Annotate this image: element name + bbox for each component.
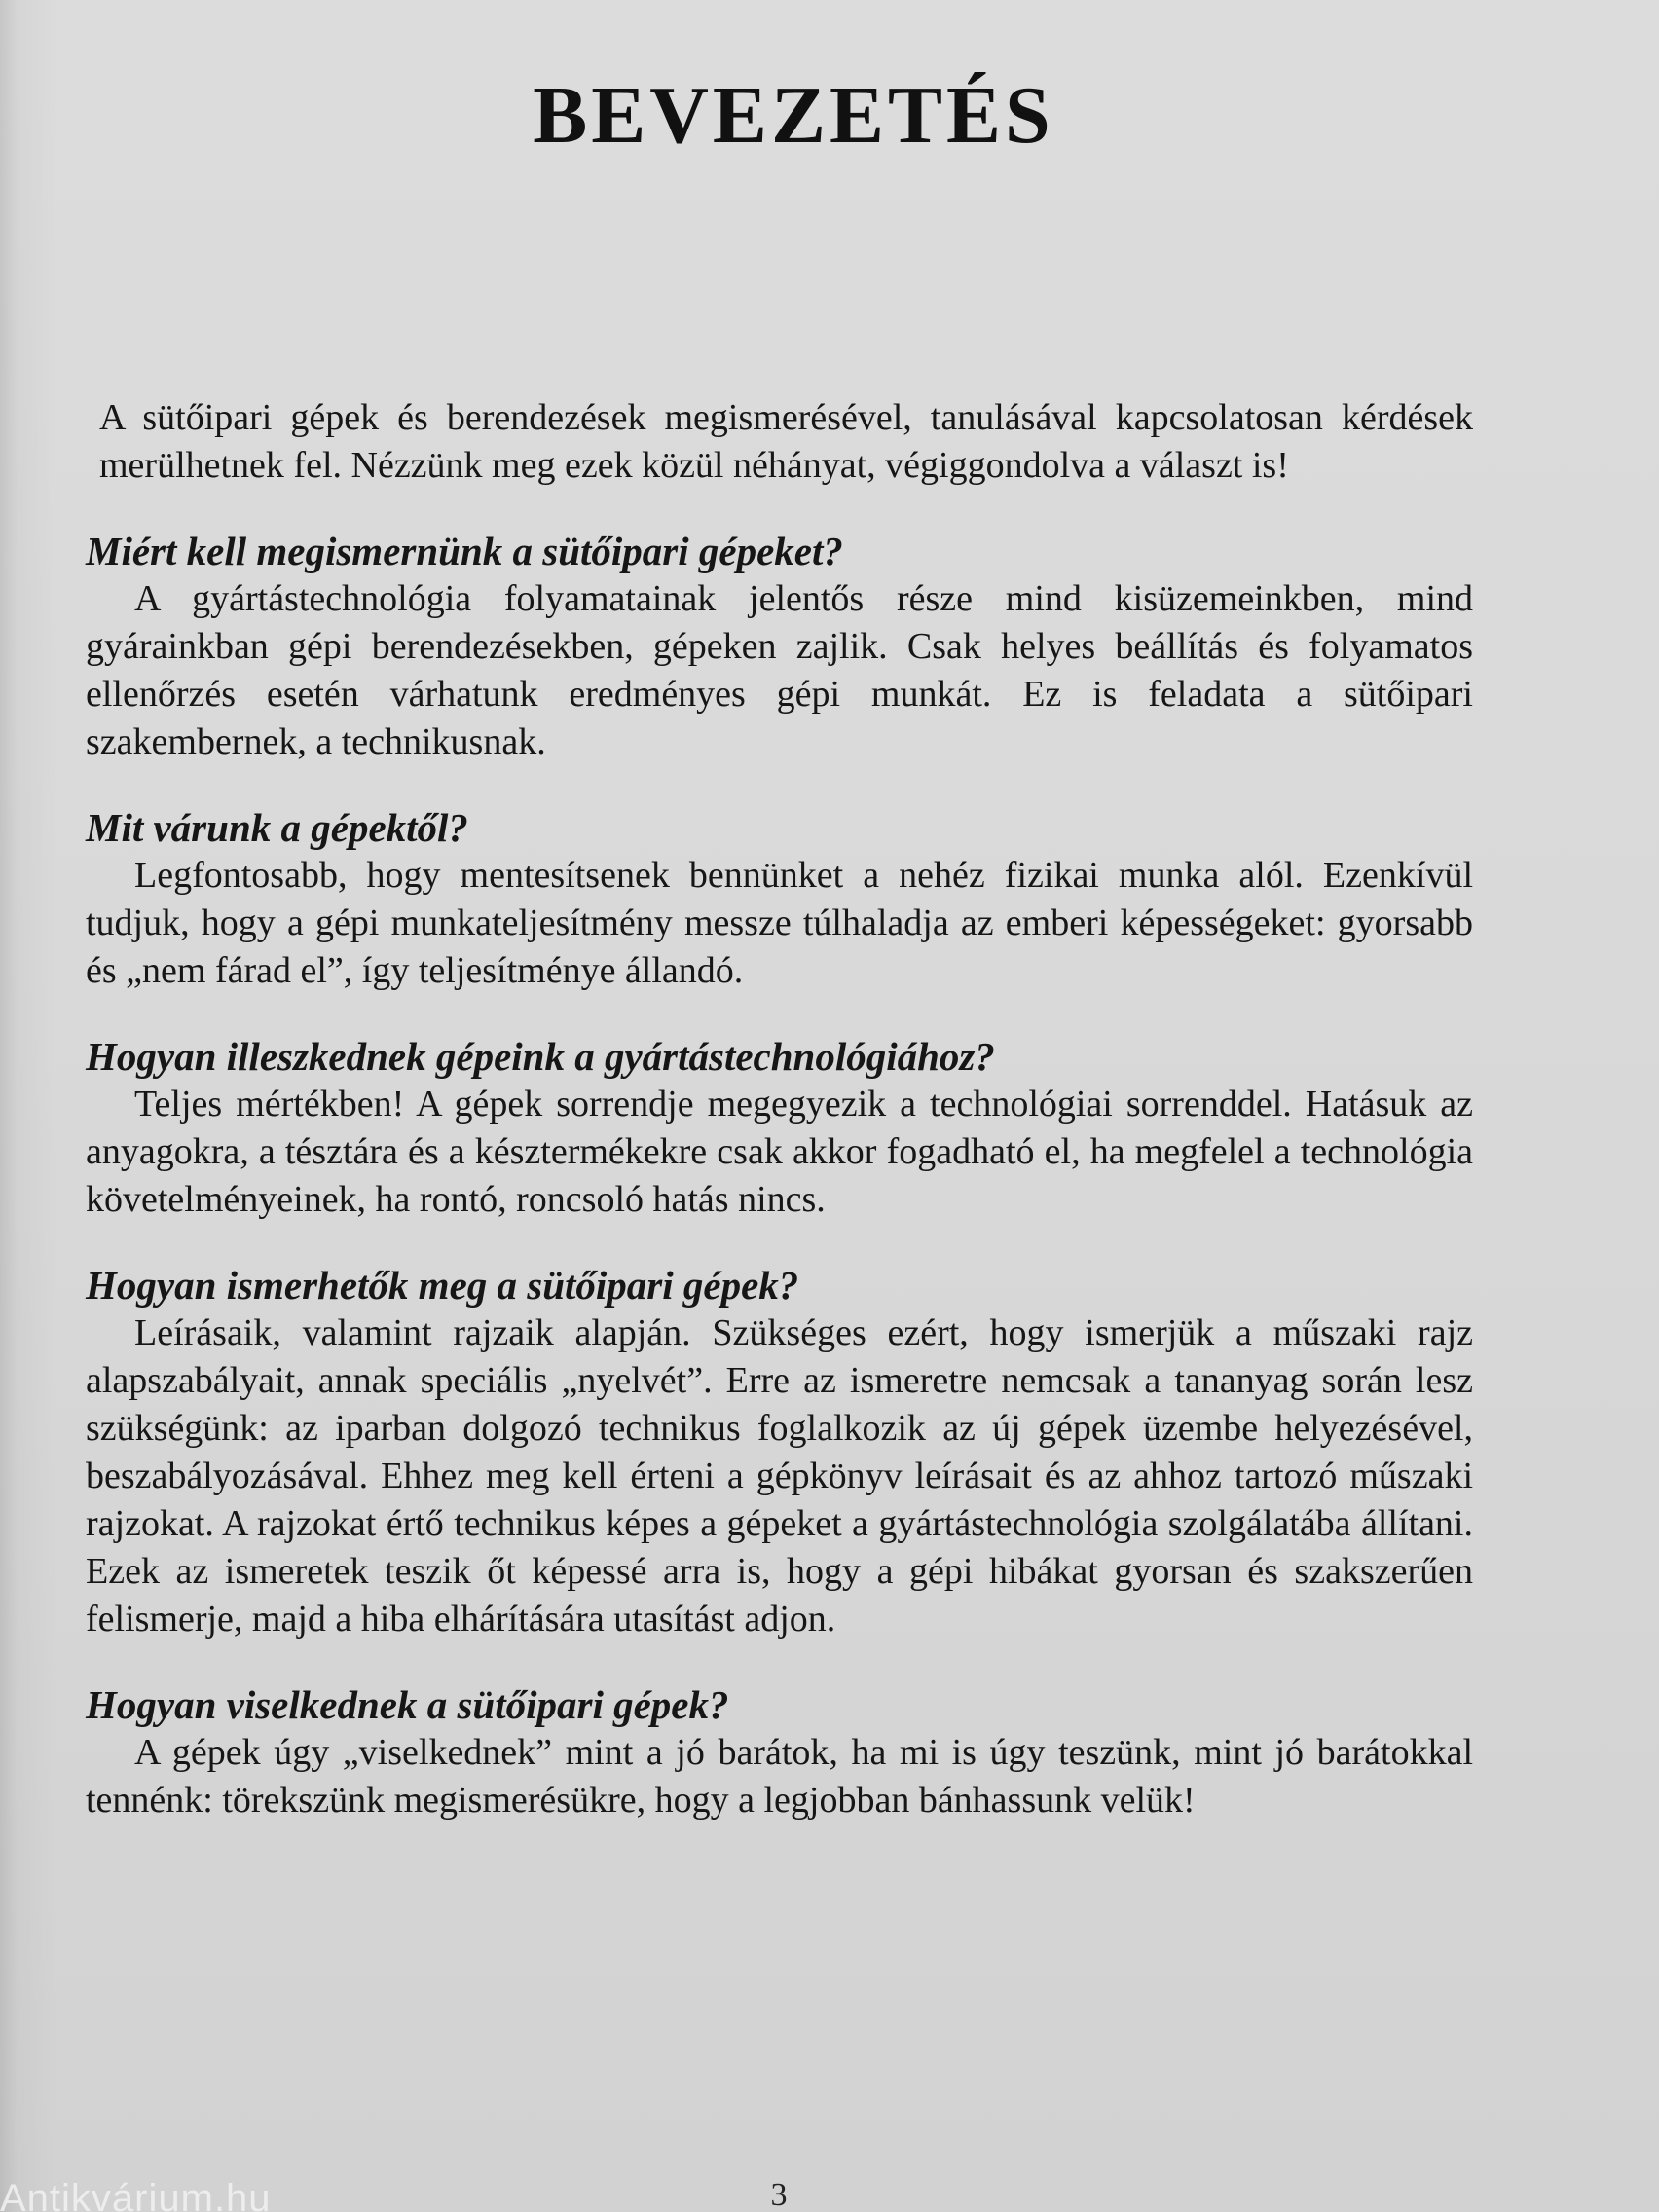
section-answer: Teljes mértékben! A gépek sorrendje megegyezik a technológiai sorrenddel. Hatásuk az anyagokra, a tésztára és a késztermékekre csak akkor fogadható el, ha megfelel a technológia követelményeinek, ha rontó, roncsoló hatás nincs. xyxy=(86,1084,1473,1220)
section-4 xyxy=(86,1261,1473,1643)
watermark-text: Antikvárium.hu xyxy=(0,2177,272,2212)
section-2 xyxy=(86,803,1473,995)
section-answer: Leírásaik, valamint rajzaik alapján. Szükséges ezért, hogy ismerjük a műszaki rajz alapszabályait, annak speciális „nyelvét”. Erre az ismeretre nemcsak a tananyag során lesz szükségünk: az iparban dolgozó technikus foglalkozik az új gépek üzembe helyezésével, beszabályozásával. Ehhez meg kell érteni a gépkönyv leírásait és az ahhoz tartozó műszaki rajzokat. A rajzokat értő technikus képes a gépeket a gyártástechnológia szolgálatába állítani. Ezek az ismeretek teszik őt képessé arra is, hogy a gépi hibákat gyorsan és szakszerűen felismerje, majd a hiba elhárítására utasítást adjon. xyxy=(86,1312,1473,1640)
section-3 xyxy=(86,1032,1473,1224)
section-question: Hogyan illeszkednek gépeink a gyártástechnológiához? xyxy=(86,1034,995,1079)
section-5 xyxy=(86,1680,1473,1825)
section-answer: Legfontosabb, hogy mentesítsenek bennünket a nehéz fizikai munka alól. Ezenkívül tudjuk, hogy a gépi munkateljesítmény messze túlhaladja az emberi képességeket: gyorsabb és „nem fárad el”, így teljesítménye állandó. xyxy=(86,855,1473,991)
section-question: Hogyan viselkednek a sütőipari gépek? xyxy=(86,1682,729,1727)
section-question: Hogyan ismerhetők meg a sütőipari gépek? xyxy=(86,1263,799,1308)
section-question: Mit várunk a gépektől? xyxy=(86,805,468,850)
page-title: BEVEZETÉS xyxy=(533,70,1054,161)
page-number: 3 xyxy=(770,2177,788,2212)
intro-paragraph: A sütőipari gépek és berendezések megismerésével, tanulásával kapcsolatosan kérdések merülhetnek fel. Nézzünk meg ezek közül néhányat, végiggondolva a választ is! xyxy=(99,397,1473,486)
section-answer: A gyártástechnológia folyamatainak jelentős része mind kisüzemeinkben, mind gyárainkban gépi berendezésekben, gépeken zajlik. Csak helyes beállítás és folyamatos ellenőrzés esetén várhatunk eredményes gépi munkát. Ez is feladata a sütőipari szakembernek, a technikusnak. xyxy=(86,578,1473,762)
page-content xyxy=(86,394,1473,1862)
section-1 xyxy=(86,527,1473,766)
section-question: Miért kell megismernünk a sütőipari gépeket? xyxy=(86,529,843,573)
section-answer: A gépek úgy „viselkednek” mint a jó barátok, ha mi is úgy teszünk, mint jó barátokkal tennénk: törekszünk megismerésükre, hogy a legjobban bánhassunk velük! xyxy=(86,1732,1473,1821)
